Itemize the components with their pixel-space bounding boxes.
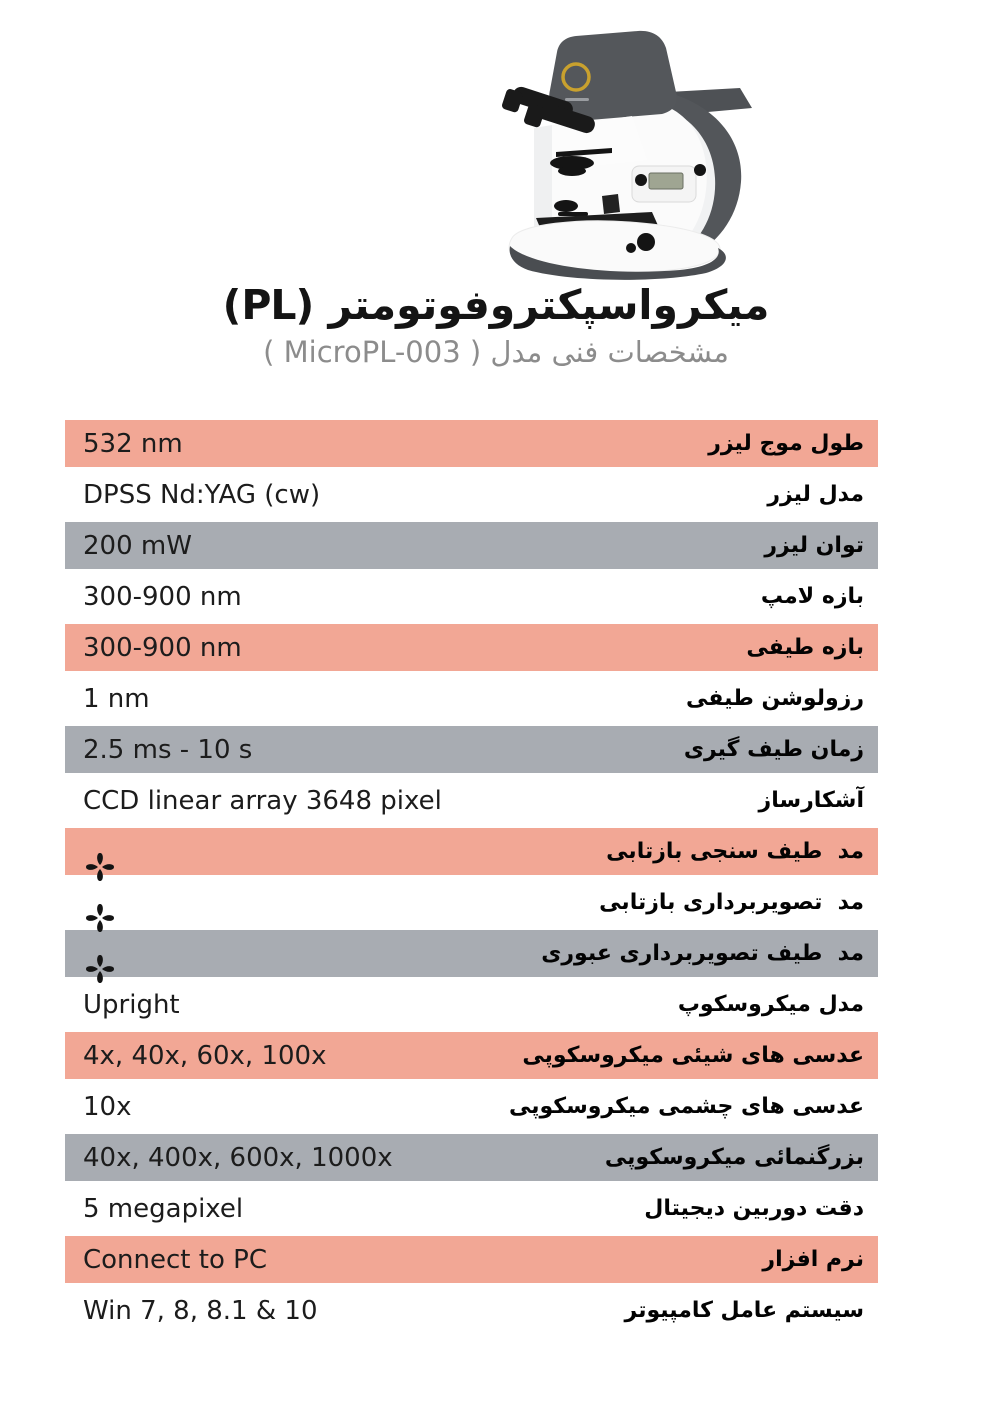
spec-label: بزرگنمائی میکروسکوپی [604, 1145, 864, 1170]
spec-value: 200 mW [83, 530, 192, 561]
spec-label: عدسی های چشمی میکروسکوپی [508, 1094, 864, 1119]
spec-row [65, 777, 878, 824]
page-title: میکرواسپکتروفوتومتر (PL) [222, 281, 770, 329]
spec-value: Upright [83, 989, 180, 1020]
spec-label: توان لیزر [764, 533, 864, 558]
spec-value: 40x, 400x, 600x, 1000x [83, 1142, 393, 1173]
spec-row [65, 522, 878, 569]
spec-label: رزولوشن طیفی [686, 686, 864, 711]
spec-row [65, 1032, 878, 1079]
spec-label: عدسی های شیئی میکروسکوپی [522, 1043, 864, 1068]
spec-row [65, 1236, 878, 1283]
spec-value: 4x, 40x, 60x, 100x [83, 1040, 327, 1071]
spec-row [65, 1287, 878, 1334]
spec-value: 10x [83, 1091, 132, 1122]
spec-value: 532 nm [83, 428, 183, 459]
spec-value: 5 megapixel [83, 1193, 244, 1224]
spec-label: آشکارساز [758, 788, 864, 813]
spec-label: مد طیف تصویربرداری عبوری [541, 941, 864, 966]
spec-row [65, 624, 878, 671]
title-block [46, 280, 946, 370]
spec-row [65, 1185, 878, 1232]
spec-row [65, 930, 878, 977]
spec-label: طول موج لیزر [708, 431, 864, 456]
spec-row [65, 675, 878, 722]
spec-row [65, 1134, 878, 1181]
spec-value: DPSS Nd:YAG (cw) [83, 479, 321, 510]
spec-label: دقت دوربین دیجیتال [644, 1196, 864, 1221]
objective-lens [602, 194, 620, 214]
spec-row [65, 981, 878, 1028]
control-panel [632, 164, 706, 202]
spec-row [65, 1083, 878, 1130]
brand-label [565, 98, 589, 101]
spec-row [65, 726, 878, 773]
spec-label: مد تصویربرداری بازتابی [599, 890, 864, 915]
spec-value: 300-900 nm [83, 632, 242, 663]
spec-value: Win 7, 8, 8.1 & 10 [83, 1295, 318, 1326]
spec-label: نرم افزار [762, 1247, 864, 1272]
spec-label: بازه طیفی [746, 635, 864, 660]
spec-value: 2.5 ms - 10 s [83, 734, 253, 765]
spec-value: 1 nm [83, 683, 150, 714]
spec-row [65, 828, 878, 875]
spec-value: 300-900 nm [83, 581, 242, 612]
spec-label: بازه لامپ [760, 584, 864, 609]
four-petal-check-icon [83, 952, 117, 986]
spec-row [65, 573, 878, 620]
spec-label: سیستم عامل کامپیوتر [624, 1298, 864, 1323]
stage-knob [637, 233, 655, 251]
spec-label: زمان طیف گیری [683, 737, 864, 762]
spec-row [65, 879, 878, 926]
spec-table [65, 420, 878, 1338]
microscope-product-image [460, 10, 760, 280]
spec-value: Connect to PC [83, 1244, 267, 1275]
spec-row [65, 420, 878, 467]
stage-knob-small [626, 243, 636, 253]
spec-label: مدل لیزر [767, 482, 864, 507]
spec-value: CCD linear array 3648 pixel [83, 785, 442, 816]
spec-label: مد طیف سنجی بازتابی [606, 839, 864, 864]
spec-label: مدل میکروسکوپ [677, 992, 864, 1017]
spec-row [65, 471, 878, 518]
page-subtitle: مشخصات فنی مدل ( MicroPL-003 ) [263, 335, 729, 370]
